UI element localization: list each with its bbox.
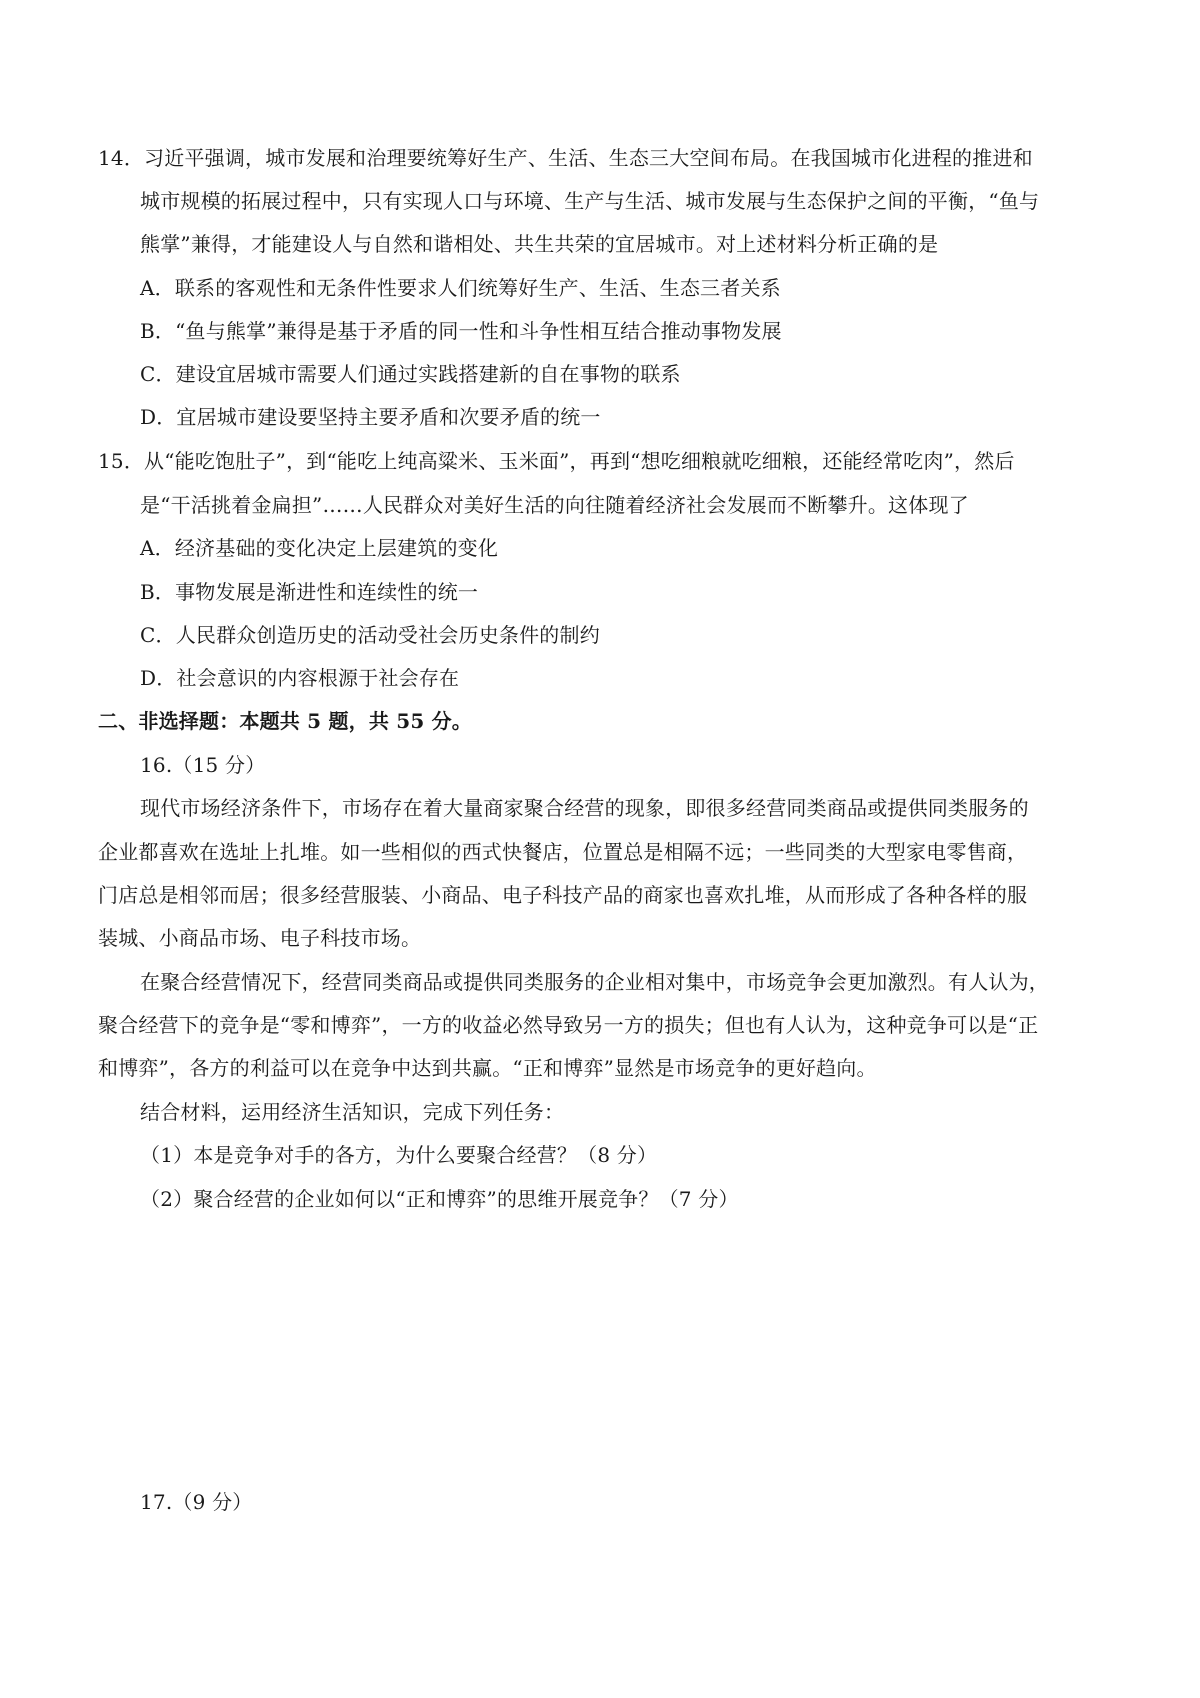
question-14-option-d: D．宜居城市建设要坚持主要矛盾和次要矛盾的统一 [140,405,601,429]
question-17-header: 17.（9 分） [140,1490,253,1514]
question-16-subquestion-2: （2）聚合经营的企业如何以“正和博弈”的思维开展竞争？（7 分） [140,1187,739,1211]
question-16-para-1-line-2: 企业都喜欢在选址上扎堆。如一些相似的西式快餐店，位置总是相隔不远；一些同类的大型家电零售商， [98,840,1028,864]
question-16-subquestion-1: （1）本是竞争对手的各方，为什么要聚合经营？（8 分） [140,1143,658,1167]
question-15-stem-line-1: 15．从“能吃饱肚子”，到“能吃上纯高粱米、玉米面”，再到“想吃细粮就吃细粮，还能经常吃肉”，然后 [98,449,1015,473]
question-16-para-1-line-3: 门店总是相邻而居；很多经营服装、小商品、电子科技产品的商家也喜欢扎堆，从而形成了各种各样的服 [98,883,1028,907]
section-2-heading: 二、非选择题：本题共 5 题，共 55 分。 [98,709,472,733]
question-14-option-a: A．联系的客观性和无条件性要求人们统筹好生产、生活、生态三者关系 [140,276,781,300]
question-16-para-1-line-4: 装城、小商品市场、电子科技市场。 [98,926,422,950]
question-15-option-c: C．人民群众创造历史的活动受社会历史条件的制约 [140,623,600,647]
question-15-option-a: A．经济基础的变化决定上层建筑的变化 [140,536,499,560]
question-16-para-2-line-3: 和博弈”，各方的利益可以在竞争中达到共赢。“正和博弈”显然是市场竞争的更好趋向。 [98,1056,877,1080]
question-14-stem-line-1: 14．习近平强调，城市发展和治理要统筹好生产、生活、生态三大空间布局。在我国城市化进程的推进和 [98,146,1033,170]
question-15-stem-line-2: 是“干活挑着金扁担”……人民群众对美好生活的向往随着经济社会发展而不断攀升。这体现了 [140,493,969,517]
question-14-option-c: C．建设宜居城市需要人们通过实践搭建新的自在事物的联系 [140,362,681,386]
question-16-para-2-line-2: 聚合经营下的竞争是“零和博弈”，一方的收益必然导致另一方的损失；但也有人认为，这种竞争可以是“正 [98,1013,1039,1037]
question-16-header: 16.（15 分） [140,753,266,777]
question-16-para-1-line-1: 现代市场经济条件下，市场存在着大量商家聚合经营的现象，即很多经营同类商品或提供同类服务的 [140,796,1029,820]
question-14-stem-line-2: 城市规模的拓展过程中，只有实现人口与环境、生产与生活、城市发展与生态保护之间的平衡，“鱼与 [140,189,1040,213]
question-15-option-d: D．社会意识的内容根源于社会存在 [140,666,460,690]
question-15-option-b: B．事物发展是渐进性和连续性的统一 [140,580,479,604]
question-16-task: 结合材料，运用经济生活知识，完成下列任务： [140,1100,565,1124]
question-14-option-b: B．“鱼与熊掌”兼得是基于矛盾的同一性和斗争性相互结合推动事物发展 [140,319,782,343]
question-14-stem-line-3: 熊掌”兼得，才能建设人与自然和谐相处、共生共荣的宜居城市。对上述材料分析正确的是 [140,232,939,256]
question-16-para-2-line-1: 在聚合经营情况下，经营同类商品或提供同类服务的企业相对集中，市场竞争会更加激烈。有人认为， [140,970,1049,994]
